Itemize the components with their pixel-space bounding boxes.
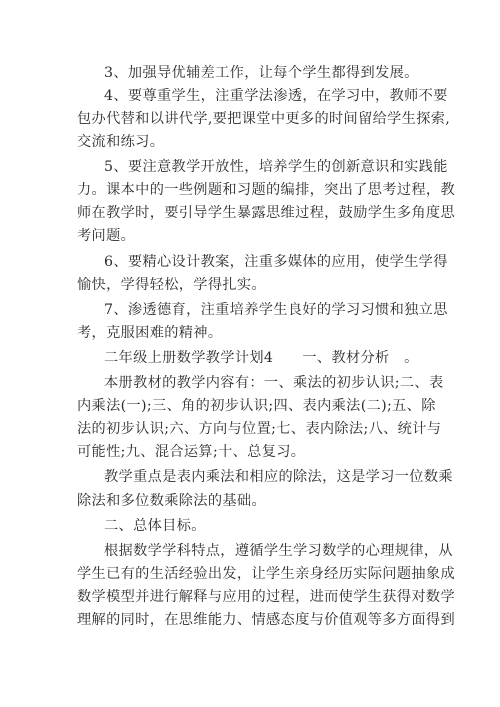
- text-line: 学生已有的生活经验出发，让学生亲身经历实际问题抽象成: [77, 566, 455, 582]
- text-line: 二年级上册数学教学计划4 一、教材分析 。: [104, 350, 419, 366]
- text-line: 6、要精心设计教案，注重多媒体的应用，使学生学得: [104, 254, 448, 270]
- text-line: 4、要尊重学生，注重学法渗透，在学习中，教师不要: [104, 88, 448, 104]
- text-line: 包办代替和以讲代学,要把课堂中更多的时间留给学生探索,: [77, 111, 451, 127]
- text-line: 数学模型并进行解释与应用的过程，进而使学生获得对数学: [77, 589, 455, 605]
- text-line: 力。课本中的一些例题和习题的编排，突出了思考过程，教: [77, 182, 455, 198]
- text-line: 7、渗透德育，注重培养学生良好的学习习惯和独立思: [104, 302, 448, 318]
- text-line: 考，克服困难的精神。: [77, 325, 223, 341]
- text-line: 内乘法(一);三、角的初步认识;四、表内乘法(二);五、除: [77, 398, 436, 414]
- text-line: 二、总体目标。: [104, 518, 206, 534]
- text-line: 除法和多位数乘除法的基础。: [77, 493, 266, 509]
- text-line: 愉快，学得轻松，学得扎实。: [77, 277, 266, 293]
- text-line: 法的初步认识;六、方向与位置;七、表内除法;八、统计与: [77, 421, 442, 437]
- text-line: 交流和练习。: [77, 134, 165, 150]
- text-line: 3、加强导优辅差工作，让每个学生都得到发展。: [104, 65, 419, 81]
- text-line: 可能性;九、混合运算;十、总复习。: [77, 444, 306, 460]
- text-line: 教学重点是表内乘法和相应的除法，这是学习一位数乘: [104, 469, 453, 485]
- text-line: 考问题。: [77, 228, 136, 244]
- text-line: 师在教学时，要引导学生暴露思维过程，鼓励学生多角度思: [77, 205, 455, 221]
- text-line: 理解的同时，在思维能力、情感态度与价值观等多方面得到: [77, 612, 455, 628]
- text-line: 5、要注意教学开放性，培养学生的创新意识和实践能: [104, 159, 448, 175]
- text-line: 根据数学学科特点，遵循学生学习数学的心理规律，从: [104, 543, 453, 559]
- text-line: 本册教材的教学内容有：一、乘法的初步认识;二、表: [104, 375, 444, 391]
